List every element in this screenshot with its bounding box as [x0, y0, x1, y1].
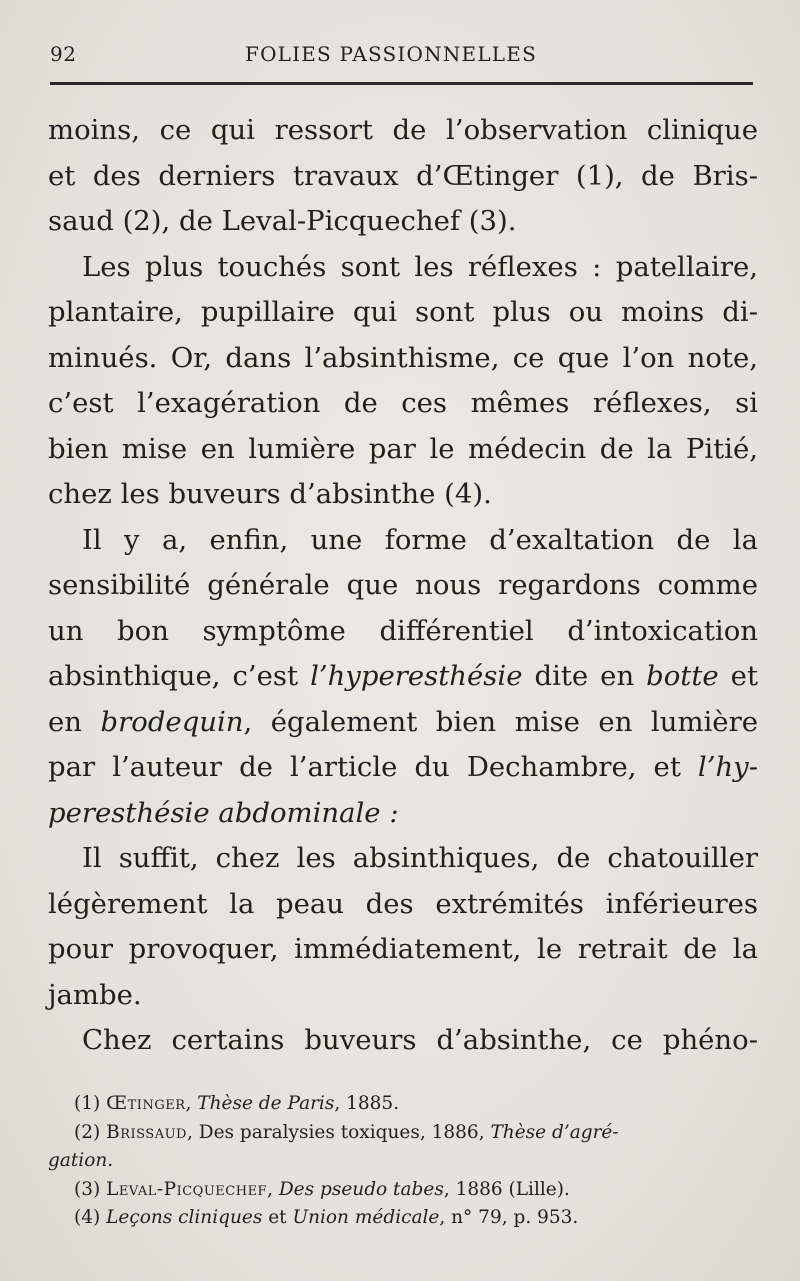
- footnote-3: [48, 1176, 758, 1205]
- text-run: , également bien mise en lumière: [243, 705, 759, 738]
- footnote-title: Des pseudo tabes: [278, 1178, 444, 1200]
- text-line: jambe.: [48, 978, 142, 1011]
- text-line: et des derniers travaux d’Œtinger (1), de Bris-: [48, 159, 758, 192]
- footnote-number: (4): [74, 1207, 107, 1228]
- page-header: [50, 38, 755, 72]
- body-text: [48, 108, 758, 1064]
- text-line: pour provoquer, immédiatement, le retrait de la: [48, 933, 758, 965]
- text-run: dite en: [522, 660, 647, 692]
- footnote-title: Thèse de Paris: [197, 1093, 335, 1114]
- text-run: , Des paralysies toxiques, 1886,: [186, 1121, 491, 1143]
- text-line: Il suffit, chez les absinthiques, de chatouiller: [82, 842, 758, 874]
- italic-term: brodequin: [100, 705, 244, 738]
- text-line: Il y a, enfin, une forme d’exaltation de la: [82, 523, 758, 556]
- text-line: légèrement la peau des extrémités inférieures: [48, 887, 758, 920]
- footnote-title: Union médicale: [292, 1207, 440, 1228]
- footnote-2: [48, 1119, 758, 1148]
- text-run: et: [718, 660, 758, 692]
- text-run: , 1886 (Lille).: [443, 1178, 570, 1200]
- footnote-4: [48, 1204, 758, 1233]
- text-line: saud (2), de Leval-Picquechef (3).: [48, 205, 517, 237]
- text-run: par l’auteur de l’article du Dechambre, et: [48, 751, 698, 783]
- text-line: [48, 700, 758, 746]
- text-line: [48, 791, 758, 837]
- text-run: ,: [185, 1093, 198, 1114]
- text-line: un bon symptôme différentiel d’intoxication: [48, 614, 758, 647]
- text-line: minués. Or, dans l’absinthisme, ce que l’on note,: [48, 341, 758, 374]
- text-line: Chez certains buveurs d’absinthe, ce phéno-: [82, 1024, 758, 1056]
- footnote-author: Œtinger: [106, 1093, 186, 1114]
- footnote-title: Thèse d’agré-: [490, 1121, 619, 1143]
- text-run: , n° 79, p. 953.: [439, 1207, 579, 1228]
- footnote-title: gation.: [48, 1150, 114, 1171]
- text-line: [48, 745, 758, 791]
- footnote-number: (2): [74, 1121, 107, 1143]
- text-run: ,: [267, 1178, 279, 1200]
- italic-term: botte: [646, 660, 719, 692]
- italic-term: l’hy-: [697, 751, 758, 783]
- footnote-title: Leçons cliniques: [106, 1207, 263, 1228]
- running-title: FOLIES PASSIONNELLES: [245, 42, 537, 66]
- header-rule: [50, 82, 753, 85]
- text-run: absinthique, c’est: [48, 660, 311, 692]
- footnote-2-continuation: [48, 1147, 758, 1176]
- text-line: Les plus touchés sont les réflexes : patellaire,: [82, 250, 758, 283]
- italic-term: peresthésie abdominale :: [48, 796, 399, 829]
- footnote-1: [48, 1090, 758, 1119]
- text-line: moins, ce qui ressort de l’observation clinique: [48, 114, 758, 146]
- text-line: chez les buveurs d’absinthe (4).: [48, 478, 492, 510]
- text-run: , 1885.: [334, 1093, 400, 1114]
- footnote-author: Leval-Picquechef: [106, 1178, 268, 1200]
- text-line: c’est l’exagération de ces mêmes réflexes, si: [48, 387, 758, 419]
- italic-term: l’hyperesthésie: [310, 660, 523, 692]
- footnote-number: (3): [74, 1178, 107, 1200]
- text-run: et: [262, 1207, 293, 1228]
- footnotes: [48, 1090, 758, 1233]
- text-line: sensibilité générale que nous regardons comme: [48, 569, 758, 601]
- text-line: plantaire, pupillaire qui sont plus ou moins di-: [48, 296, 758, 328]
- footnote-author: Brissaud: [106, 1121, 187, 1143]
- text-run: en: [48, 705, 101, 738]
- footnote-number: (1): [74, 1093, 107, 1114]
- text-line: [48, 654, 758, 700]
- text-line: bien mise en lumière par le médecin de la Pitié,: [48, 432, 758, 465]
- page-number: 92: [50, 42, 77, 66]
